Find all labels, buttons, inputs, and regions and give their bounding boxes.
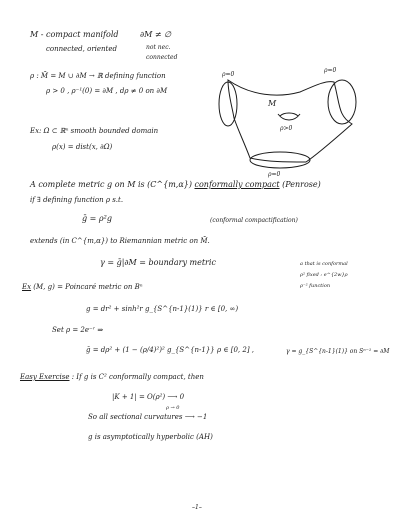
text-curvature-estimate: |K + 1| = O(ρ²) ⟶ 0 (112, 393, 185, 401)
text-complete-metric (30, 181, 321, 189)
text-if-exists: if ∃ defining function ρ s.t. (30, 196, 124, 204)
text-complete-metric-a: A complete metric g on M is (C^{m,α}) (30, 180, 192, 189)
text-penrose: (Penrose) (282, 180, 321, 189)
text-easy-exercise-label: Easy Exercise (20, 373, 70, 381)
text-gbar-equals (82, 215, 112, 223)
text-asymptotically-hyperbolic: g is asymptotically hyperbolic (AH) (88, 433, 213, 441)
page-number: –1– (192, 504, 202, 511)
text-extends: extends (in C^{m,α}) to Riemannian metric on M̄. (30, 237, 210, 245)
text-distance-function: ρ(x) = dist(x, ∂Ω) (52, 143, 113, 151)
text-conformally-compact: conformally compact (194, 180, 280, 189)
figure-label-rho-tr: ρ=0 (324, 67, 337, 74)
text-sectional-curvatures: So all sectional curvatures ⟶ −1 (88, 413, 208, 421)
text-hyperbolic-metric: g = dr² + sinh²r g_{S^{n-1}(1)} r ∈ [0, ∞) (86, 305, 239, 313)
text-compactified-metric: ḡ = dρ² + (1 − (ρ/4)²)² g_{S^{n-1}} ρ ∈ [0, 2] , (86, 346, 254, 354)
boundary-left (219, 82, 237, 126)
text-boundary-nonempty: ∂M ≠ ∅ (140, 30, 172, 39)
hole-upper (280, 113, 298, 116)
figure-label-m: M (268, 99, 277, 108)
text-ex-label: Ex (22, 283, 32, 291)
text-connected: connected (146, 54, 178, 61)
text-defining-function: ρ : M̄ = M ∪ ∂M → ℝ defining function (30, 72, 166, 80)
text-margin-note-1: a that is conformal (300, 261, 348, 267)
text-defining-conditions: ρ > 0 , ρ⁻¹(0) = ∂M , dρ ≠ 0 on ∂M (46, 87, 168, 95)
text-connected-oriented: connected, oriented (46, 45, 117, 53)
text-rho-to-zero: ρ → 0 (166, 405, 180, 411)
text-boundary-metric: γ = ḡ|∂M = boundary metric (100, 258, 216, 267)
figure-label-rho-b: ρ=0 (268, 171, 281, 178)
manifold-figure (206, 58, 376, 178)
text-rho-sq-g: ρ²g (98, 214, 112, 223)
text-set-rho: Set ρ = 2e⁻ʳ ⇒ (52, 326, 104, 334)
text-compact-manifold: M - compact manifold (30, 30, 119, 39)
text-conformal-compactification: (conformal compactification) (210, 217, 298, 224)
text-margin-note-3: ρ⁻² function (300, 283, 331, 289)
text-poincare-example (22, 284, 143, 291)
text-gamma-sphere: γ = g_{S^{n-1}(1)} on Sⁿ⁻¹ = ∂M (286, 348, 390, 355)
figure-label-rho-tl: ρ=0 (222, 71, 235, 78)
text-example-domain: Ex: Ω ⊂ ℝⁿ smooth bounded domain (30, 127, 159, 135)
text-margin-note-2: ρ² fixed : e^{2w}ρ (300, 272, 348, 278)
text-poincare-metric: (M, g) = Poincaré metric on Bⁿ (31, 283, 143, 291)
manifold-outline (228, 80, 352, 162)
text-easy-exercise (20, 374, 204, 381)
text-easy-exercise-body: : If g is C² conformally compact, then (69, 373, 204, 381)
text-not-nec: not nec. (146, 44, 171, 51)
figure-label-rho-in: ρ>0 (280, 125, 293, 132)
text-gbar: ḡ = (82, 214, 99, 223)
boundary-right (328, 80, 356, 124)
